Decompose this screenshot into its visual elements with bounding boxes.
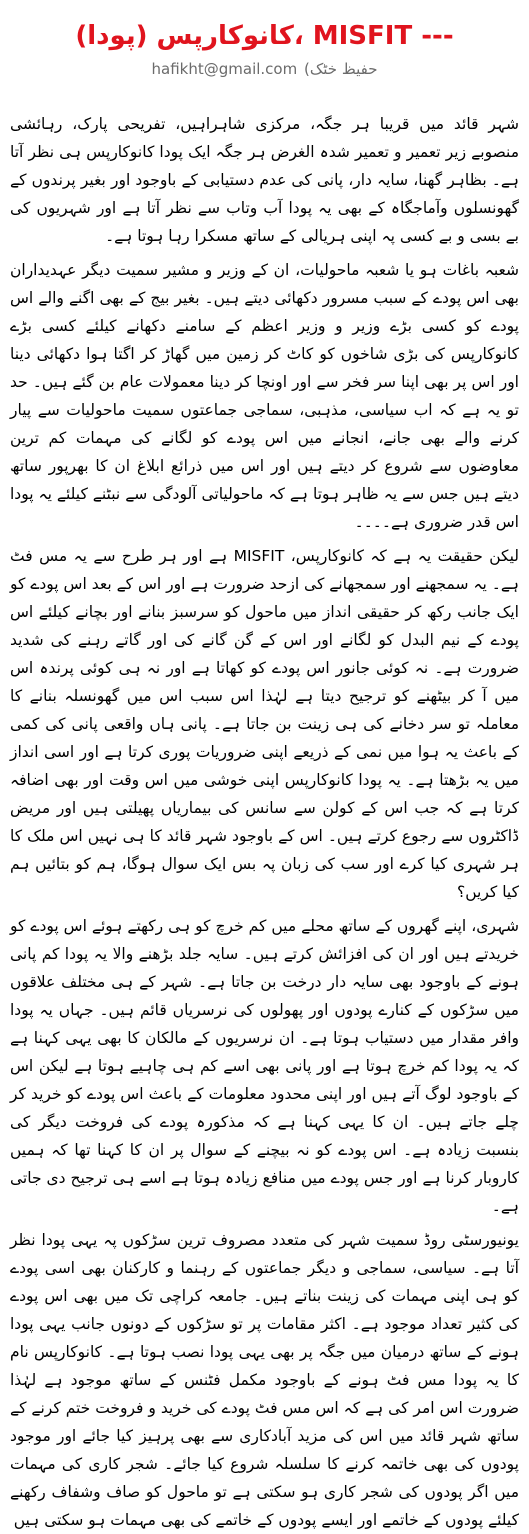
author-name: (حفیظ خٹک [303, 60, 378, 78]
paragraph: شعبہ باغات ہو یا شعبہ ماحولیات، ان کے وزیر و مشیر سمیت دیگر عہدیداران بھی اس پودے کے سبب مسرور دکھائی دیتے ہیں۔ بغیر بیج کے بھی اگنے والے اس پودے کو کسی بڑے وزیر و وزیر اعظم کے سامنے دکھانے کیلئے کسی بڑے کانوکارپس کی بڑی شاخوں کو کاٹ کر زمین میں گھاڑ کر اگتا ہوا دکھائی دینا اور اس پر بھی اپنا سر فخر سے اور اونچا کر دینا معمولات عام بن گئے ہیں۔ حد تو یہ ہے کہ اب سیاسی، مذہبی، سماجی جماعتوں سمیت ماحولیات سے پیار کرنے والے بھی جانے، انجانے میں اس پودے کو لگانے کی مہمات کم ترین معاوضوں سے شروع کر دیتے ہیں اور اس میں ذرائع ابلاغ ان کا بھرپور ساتھ دیتے ہیں جس سے یہ ظاہر ہوتا ہے کہ ماحولیاتی آلودگی سے نبٹنے کیلئے یہ پودا اس قدر ضروری ہے۔۔۔۔ [10, 261, 519, 531]
article-title: کانوکارپس (پودا)، MISFIT --- [75, 21, 454, 51]
paragraph: لیکن حقیقت یہ ہے کہ کانوکارپس، MISFIT ہے اور ہر طرح سے یہ مس فٹ ہے۔ یہ سمجھنے اور سمجھانے کی ازحد ضرورت ہے اور اس کے بعد اس پودے کو ایک جانب رکھ کر حقیقی انداز میں ماحول کو سرسبز بنانے اور بچانے کیلئے اس پودے کے نیم البدل کو لگانے اور اس کے گن گانے کی اور گاتے رہنے کی شدید ضرورت ہے۔ نہ کوئی جانور اس پودے کو کھاتا ہے اور نہ ہی کوئی پرندہ اس میں آ کر بیٹھنے کو ترجیح دیتا ہے لہٰذا اس سبب اس میں گھونسلہ بنانے کا معاملہ تو سر دخانے کی ہی زینت بن جاتا ہے۔ پانی ہاں واقعی پانی کی کمی کے باعث یہ ہوا میں نمی کے ذریعے اپنی ضروریات پوری کرتا ہے اور اسی انداز میں یہ بڑھتا ہے۔ یہ پودا کانوکارپس اپنی خوشی میں اس وقت اور بھی اضافہ کرتا ہے کہ جب اس کے کولن سے سانس کی بیماریاں پھیلتی ہیں اور مریض ڈاکٹروں سے رجوع کرتے ہیں۔ اس کے باوجود شہر قائد کا ہی نہیں اس ملک کا ہر شہری کیا کرے اور سب کی زبان پہ بس ایک سوال ہوگا، ہم کو بتائیں ہم کیا کریں؟ [10, 547, 519, 901]
paragraph: شہر قائد میں قریبا ہر جگہ، مرکزی شاہراہیں، تفریحی پارک، رہائشی منصوبے زیر تعمیر و تعمیر شدہ الغرض ہر جگہ ایک پودا کانوکارپس ہی نظر آتا ہے۔ بظاہر گھنا، سایہ دار، پانی کی عدم دستیابی کے باوجود اور بغیر پرندوں کے گھونسلوں وآماجگاہ کے بھی یہ پودا آب وتاب سے نظر آتا ہے اور شہریوں کی بے بسی و بے کسی پہ اپنی ہریالی کے ساتھ مسکرا رہا ہوتا ہے۔ [10, 115, 519, 245]
article-body [10, 110, 519, 1534]
paragraph: یونیورسٹی روڈ سمیت شہر کی متعدد مصروف ترین سڑکوں پہ یہی پودا نظر آتا ہے۔ سیاسی، سماجی و دیگر جماعتوں کے رہنما و کارکنان بھی اسی پودے کو ہی اپنی مہمات کی زینت بناتے ہیں۔ جامعہ کراچی تک میں بھی اس پودے کی کثیر تعداد موجود ہے۔ اکثر مقامات پر تو سڑکوں کے دونوں جانب یہی پودا ہونے کے ساتھ درمیان میں جگہ پر بھی یہی پودا نصب ہوتا ہے۔ کانوکارپس نام کا یہ پودا مس فٹ ہونے کے باوجود مکمل فٹنس کے ساتھ موجود ہے لہٰذا ضرورت اس امر کی ہے کہ اس مس فٹ پودے کی خرید و فروخت ختم کرنے کے ساتھ شہر قائد میں اس کی مزید آبادکاری سے بھی پرہیز کیا جائے اور موجود پودوں کی بھی خاتمہ کرنے کا سلسلہ شروع کیا جائے۔ شجر کاری کی مہمات میں اگر پودوں کی شجر کاری ہو سکتی ہے تو ماحول کو صاف وشفاف رکھنے کیلئے پودوں کے خاتمے اور ایسے پودوں کے خاتمے کی بھی مہمات ہو سکتی ہیں [10, 1231, 519, 1529]
byline [10, 58, 519, 82]
author-email: hafikht@gmail.com [151, 60, 298, 78]
paragraph: شہری، اپنے گھروں کے ساتھ محلے میں کم خرچ کو ہی رکھتے ہوئے اس پودے کو خریدتے ہیں اور ان کی افزائش کرتے ہیں۔ سایہ جلد بڑھنے والا یہ پودا کم پانی ہونے کے باوجود بھی سایہ دار درخت بن جاتا ہے۔ شہر کے ہی مختلف علاقوں میں سڑکوں کے کنارے پودوں اور پھولوں کی نرسریاں قائم ہیں۔ جہاں یہ پودا وافر مقدار میں دستیاب ہوتا ہے۔ ان نرسریوں کے مالکان کا بھی یہی کہنا ہے کہ یہ پودا کم خرچ ہوتا ہے اور پانی بھی اسے کم ہی چاہیے ہوتا ہے لیکن اس کے باوجود لوگ آتے ہیں اور اپنی محدود معلومات کے باعث اس پودے کو خرید کر چلے جاتے ہیں۔ ان کا یہی کہنا ہے کہ مذکورہ پودے کی فروخت دیگر کی بنسبت زیادہ ہے۔ اس پودے کو نہ بیچنے کے سوال پر ان کا کہنا تھا کہ ہمیں کاروبار کرنا ہے اور جس پودے میں منافع زیادہ ہوتا ہے اسے ہی ترجیح دی جاتی ہے۔ [10, 917, 519, 1215]
